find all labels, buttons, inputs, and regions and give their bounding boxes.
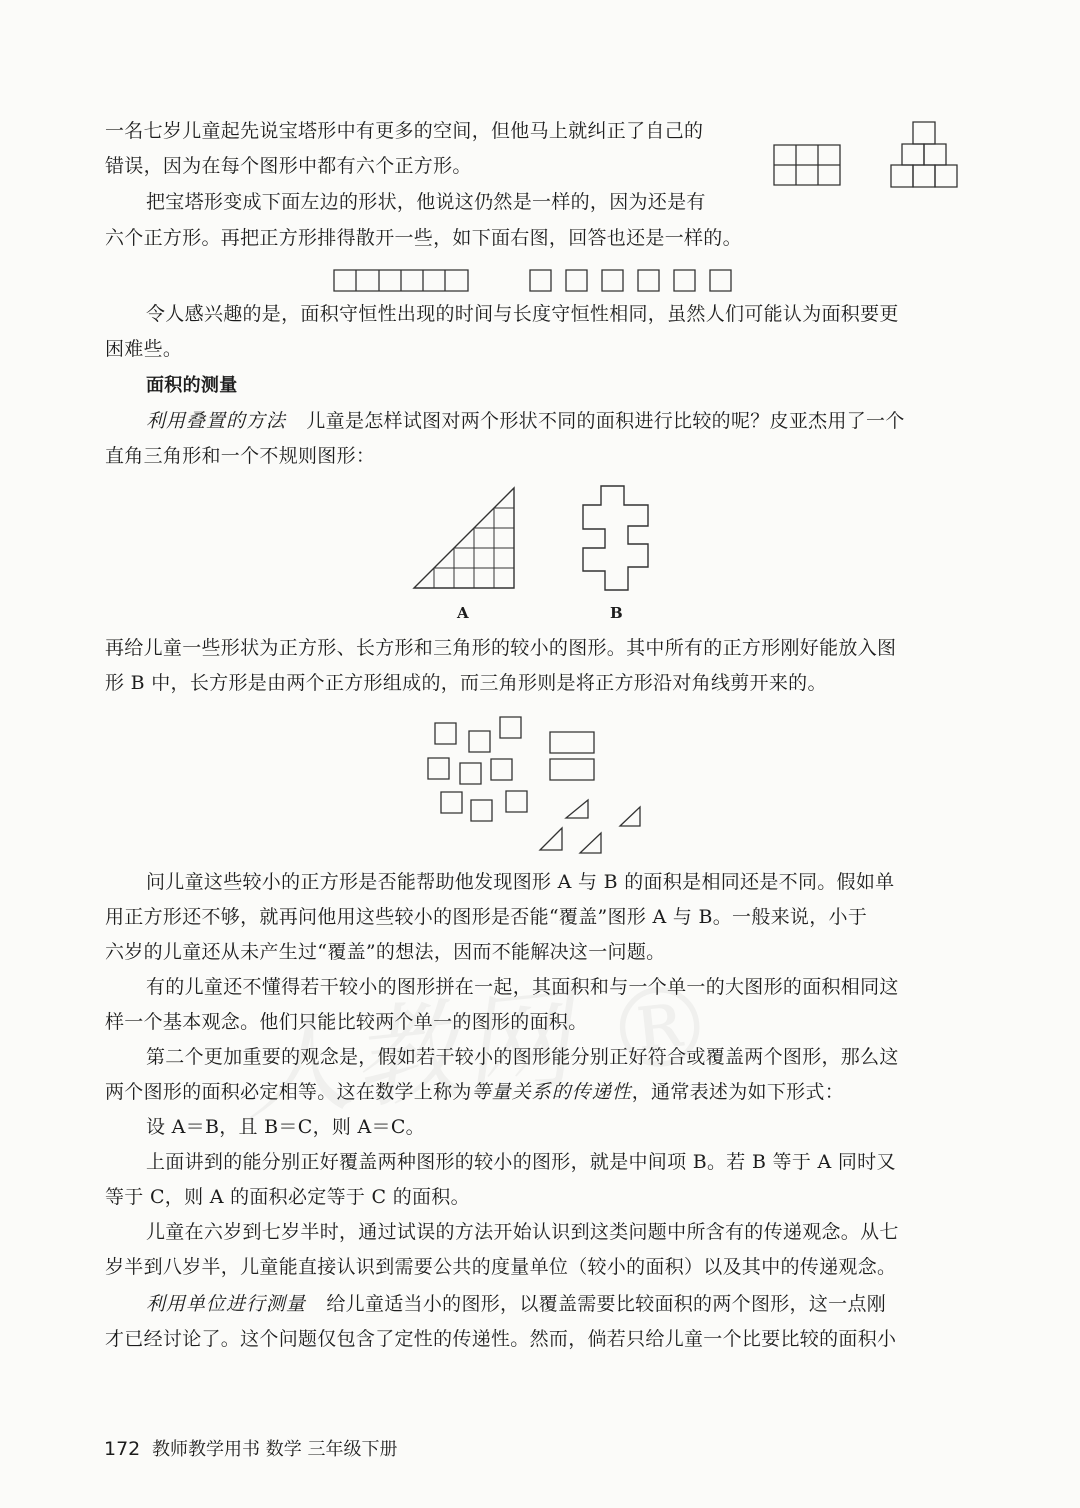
irregular-figure-b [578, 484, 654, 596]
text-line: 困难些。 [105, 338, 183, 360]
section-heading: 面积的测量 [146, 375, 238, 396]
text-line: 错误，因为在每个图形中都有六个正方形。 [105, 155, 472, 177]
text-line: 直角三角形和一个不规则图形： [105, 445, 376, 467]
text-line: 问儿童这些较小的正方形是否能帮助他发现图形 A 与 B 的面积是相同还是不同。假如单 [146, 871, 895, 893]
text-span: ，通常表述为如下形式： [631, 1081, 845, 1103]
text-span: 两个图形的面积必定相等。这在数学上称为 [105, 1081, 472, 1103]
emphasis-term: 等量关系的传递性 [471, 1081, 632, 1103]
page-footer [104, 1435, 397, 1461]
text-line: 岁半到八岁半，儿童能直接认识到需要公共的度量单位（较小的面积）以及其中的传递观念。 [105, 1256, 897, 1278]
text-line: 儿童在六岁到七岁半时，通过试误的方法开始认识到这类问题中所含有的传递观念。从七 [146, 1221, 899, 1243]
text-line [146, 1291, 886, 1317]
figure-caption-b: B [610, 604, 623, 622]
text-line: 再给儿童一些形状为正方形、长方形和三角形的较小的图形。其中所有的正方形刚好能放入图 [105, 637, 897, 659]
text-line [146, 408, 905, 434]
text-span: 给儿童适当小的图形，以覆盖需要比较面积的两个图形，这一点刚 [326, 1293, 887, 1315]
text-line: 把宝塔形变成下面左边的形状，他说这仍然是一样的，因为还是有 [146, 191, 706, 213]
book-title: 教师教学用书 数学 三年级下册 [152, 1439, 398, 1460]
text-line: 用正方形还不够，就再问他用这些较小的图形是否能“覆盖”图形 A 与 B。一般来说，小于 [105, 906, 868, 928]
triangle-figure-a [410, 486, 520, 592]
text-line: 有的儿童还不懂得若干较小的图形拼在一起，其面积和与一个单一的大图形的面积相同这 [146, 976, 899, 998]
pagoda-figure [889, 121, 961, 189]
text-line: 六岁的儿童还从未产生过“覆盖”的想法，因而不能解决这一问题。 [105, 941, 666, 963]
grid-rectangle-figure [773, 144, 843, 188]
text-line [105, 1079, 844, 1105]
text-line: 令人感兴趣的是，面积守恒性出现的时间与长度守恒性相同，虽然人们可能认为面积要更 [146, 303, 899, 325]
text-line: 才已经讨论了。这个问题仅包含了定性的传递性。然而，倘若只给儿童一个比要比较的面积小 [105, 1328, 897, 1350]
figure-caption-a: A [457, 604, 469, 622]
text-line: 形 B 中，长方形是由两个正方形组成的，而三角形则是将正方形沿对角线剪开来的。 [105, 672, 827, 694]
watermark [233, 936, 722, 1143]
small-shapes-figure [420, 712, 650, 858]
text-span: 儿童是怎样试图对两个形状不同的面积进行比较的呢？皮亚杰用了一个 [306, 410, 905, 432]
subsection-label: 利用叠置的方法 [146, 410, 287, 432]
scattered-squares-figure [528, 268, 734, 294]
text-line: 上面讲到的能分别正好覆盖两种图形的较小的图形，就是中间项 B。若 B 等于 A 同时又 [146, 1151, 896, 1173]
row-of-six-squares-figure [332, 268, 472, 294]
text-line: 设 A＝B，且 B＝C，则 A＝C。 [146, 1116, 425, 1138]
text-line: 一名七岁儿童起先说宝塔形中有更多的空间，但他马上就纠正了自己的 [105, 120, 704, 142]
page-number: 172 [104, 1438, 141, 1460]
subsection-label: 利用单位进行测量 [146, 1293, 307, 1315]
text-line: 等于 C，则 A 的面积必定等于 C 的面积。 [105, 1186, 470, 1208]
text-line: 样一个基本观念。他们只能比较两个单一的图形的面积。 [105, 1011, 588, 1033]
text-line: 六个正方形。再把正方形排得散开一些，如下面右图，回答也还是一样的。 [105, 227, 742, 249]
text-line: 第二个更加重要的观念是，假如若干较小的图形能分别正好符合或覆盖两个图形，那么这 [146, 1046, 899, 1068]
